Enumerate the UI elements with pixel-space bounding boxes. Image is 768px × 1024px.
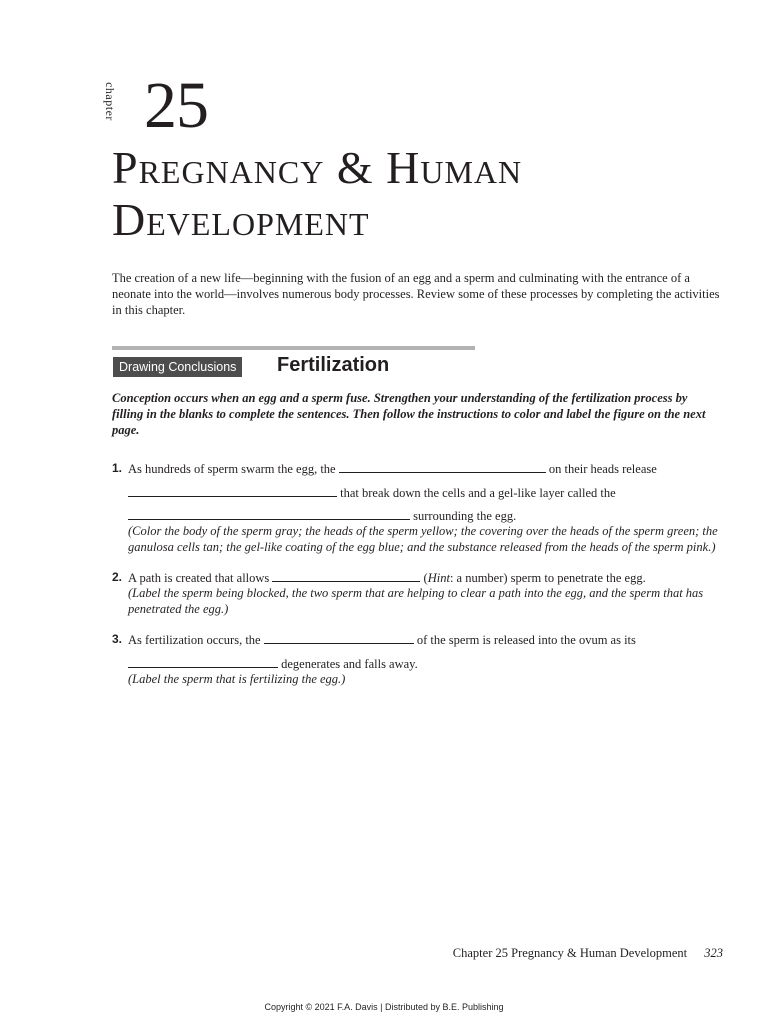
chapter-label: [102, 76, 134, 136]
question-line: [128, 569, 646, 586]
answer-blank[interactable]: [128, 507, 410, 520]
chapter-label-text: chapter: [102, 82, 117, 121]
question-text: As hundreds of sperm swarm the egg, the: [128, 462, 336, 476]
copyright-notice: Copyright © 2021 F.A. Davis | Distributed by B.E. Publishing: [264, 1002, 504, 1012]
answer-blank[interactable]: [272, 569, 420, 582]
running-footer: [453, 945, 723, 961]
question-note: (Label the sperm being blocked, the two sperm that are helping to clear a path into the egg, and the sperm that has penetrated the egg.): [128, 586, 704, 616]
running-title: Chapter 25 Pregnancy & Human Development: [452, 946, 688, 960]
question-line: [128, 460, 657, 477]
intro-paragraph: The creation of a new life—beginning with the fusion of an egg and a sperm and culminating with the entrance of a neonate into the world—involves numerous body processes. Review some of these processes by completing the activities in this chapter.: [112, 271, 720, 317]
hint-paren: (: [423, 571, 428, 585]
question-number: 3.: [112, 632, 123, 646]
question-line: [128, 507, 516, 524]
chapter-title-line1: Pregnancy & Human: [112, 142, 523, 193]
section-badge: Drawing Conclusions: [113, 357, 242, 377]
question-number: 2.: [112, 570, 123, 584]
question-text: : a number) sperm to penetrate the egg.: [449, 571, 646, 585]
question-note: (Color the body of the sperm gray; the heads of the sperm yellow; the covering over the heads of the sperm green; the ganulosa cells tan; the gel-like coating of the egg blue; and the substance released from the heads of the sperm pink.): [128, 524, 718, 554]
answer-blank[interactable]: [339, 460, 546, 473]
section-title: Fertilization: [277, 354, 390, 376]
answer-blank[interactable]: [264, 631, 414, 644]
question-text: degenerates and falls away.: [281, 657, 418, 671]
question-text: A path is created that allows: [128, 571, 270, 585]
chapter-title-line2: Development: [112, 194, 370, 245]
question-text: on their heads release: [548, 462, 657, 476]
chapter-title: [112, 142, 522, 246]
question-line: [128, 484, 616, 501]
answer-blank[interactable]: [128, 484, 337, 497]
page-number: 323: [704, 946, 723, 960]
hint-label: Hint: [427, 571, 450, 585]
question-line: [128, 631, 636, 648]
question-number: 1.: [112, 461, 123, 475]
section-instructions: Conception occurs when an egg and a sperm fuse. Strengthen your understanding of the fertilization process by filling in the blanks to complete the sentences. Then follow the instructions to color and label the figure on the next page.: [112, 391, 706, 437]
chapter-number: 25: [144, 69, 208, 142]
question-text: As fertilization occurs, the: [128, 633, 261, 647]
question-note: (Label the sperm that is fertilizing the egg.): [128, 672, 346, 686]
question-text: that break down the cells and a gel-like layer called the: [340, 486, 616, 500]
question-line: [128, 655, 418, 672]
question-text: of the sperm is released into the ovum as its: [416, 633, 636, 647]
answer-blank[interactable]: [128, 655, 278, 668]
question-text: surrounding the egg.: [413, 509, 517, 523]
section-divider: [112, 346, 475, 350]
